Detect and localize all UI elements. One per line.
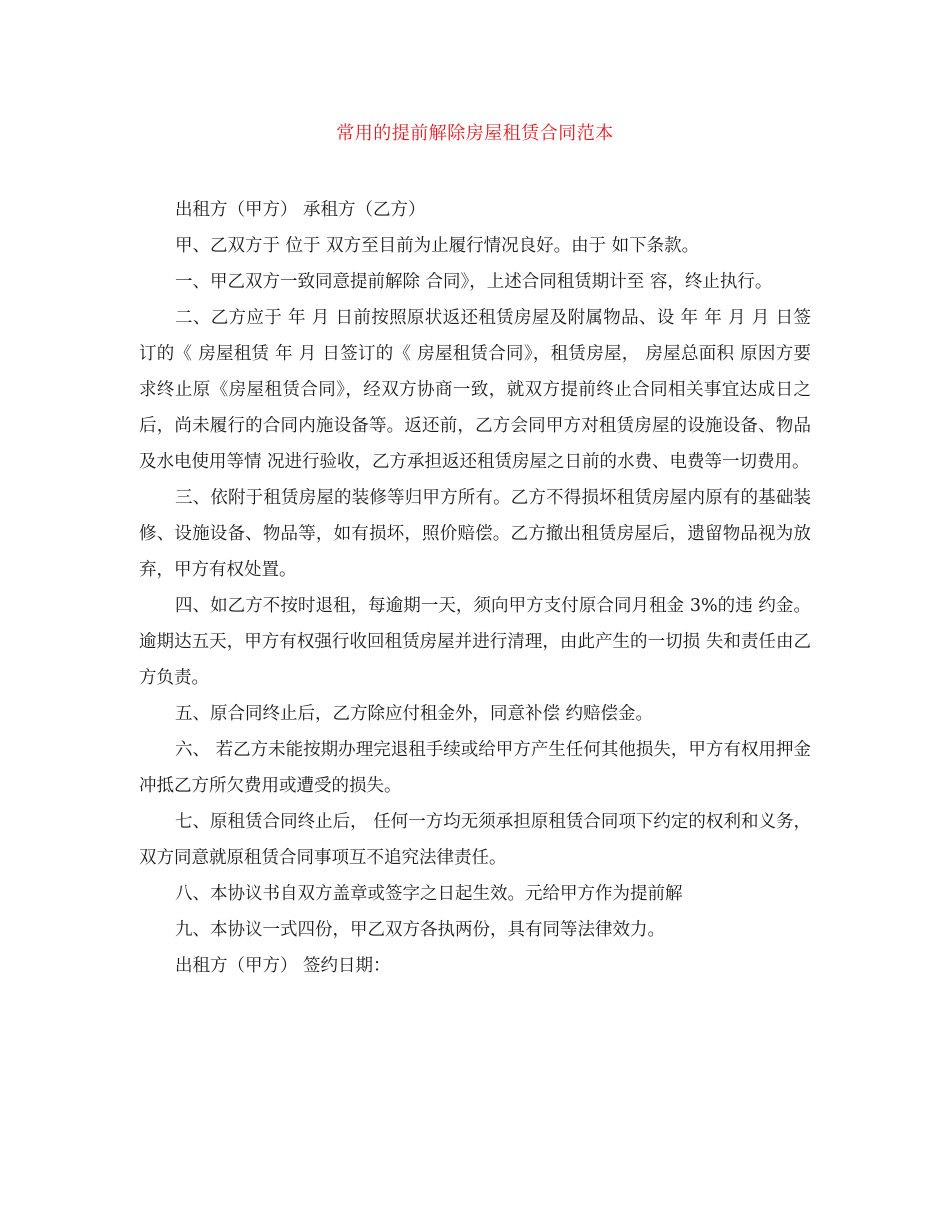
paragraph-clause-6: 六、 若乙方未能按期办理完退租手续或给甲方产生任何其他损失，甲方有权用押金冲抵乙方所欠费用或遭受的损失。 [139,740,811,796]
paragraph-clause-4: 四、如乙方不按时退租，每逾期一天，须向甲方支付原合同月租金 3%的违 约金。逾期达五天，甲方有权强行收回租赁房屋并进行清理，由此产生的一切损 失和责任由乙方负责。 [139,596,811,688]
document-title: 常用的提前解除房屋租赁合同范本 [336,123,614,144]
paragraph-signature: 出租方（甲方） 签约日期： [175,956,391,976]
paragraph-parties: 出租方（甲方） 承租方（乙方） [175,200,426,220]
paragraph-clause-8: 八、本协议书自双方盖章或签字之日起生效。元给甲方作为提前解 [175,884,683,904]
paragraph-clause-9: 九、本协议一式四份，甲乙双方各执两份，具有同等法律效力。 [175,920,665,940]
document-body [139,192,811,984]
paragraph-clause-5: 五、原合同终止后，乙方除应付租金外，同意补偿 约赔偿金。 [175,704,654,724]
paragraph-clause-3: 三、依附于租赁房屋的装修等归甲方所有。乙方不得损坏租赁房屋内原有的基础装修、设施设备、物品等，如有损坏，照价赔偿。乙方撤出租赁房屋后，遗留物品视为放弃，甲方有权处置。 [139,488,811,580]
paragraph-clause-7: 七、原租赁合同终止后， 任何一方均无须承担原租赁合同项下约定的权利和义务，双方同意就原租赁合同事项互不追究法律责任。 [139,812,811,868]
paragraph-intro: 甲、乙双方于 位于 双方至目前为止履行情况良好。由于 如下条款。 [175,236,700,256]
paragraph-clause-1: 一、甲乙双方一致同意提前解除 合同》，上述合同租赁期计至 容，终止执行。 [175,272,773,292]
paragraph-clause-2: 二、乙方应于 年 月 日前按照原状返还租赁房屋及附属物品、设 年 年 月 月 日签订的《 房屋租赁 年 月 日签订的《 房屋租赁合同》，租赁房屋， 房屋总面积 原因方要求终止原《房屋租赁合同》，经双方协商一致，就双方提前终止合同相关事宜达成日之后，尚未履行的合同内施设备等。返还前，乙方会同甲方对租赁房屋的设施设备、物品及水电使用等情 况进行验收，乙方承担返还租赁房屋之日前的水费、电费等一切费用。 [139,308,811,472]
